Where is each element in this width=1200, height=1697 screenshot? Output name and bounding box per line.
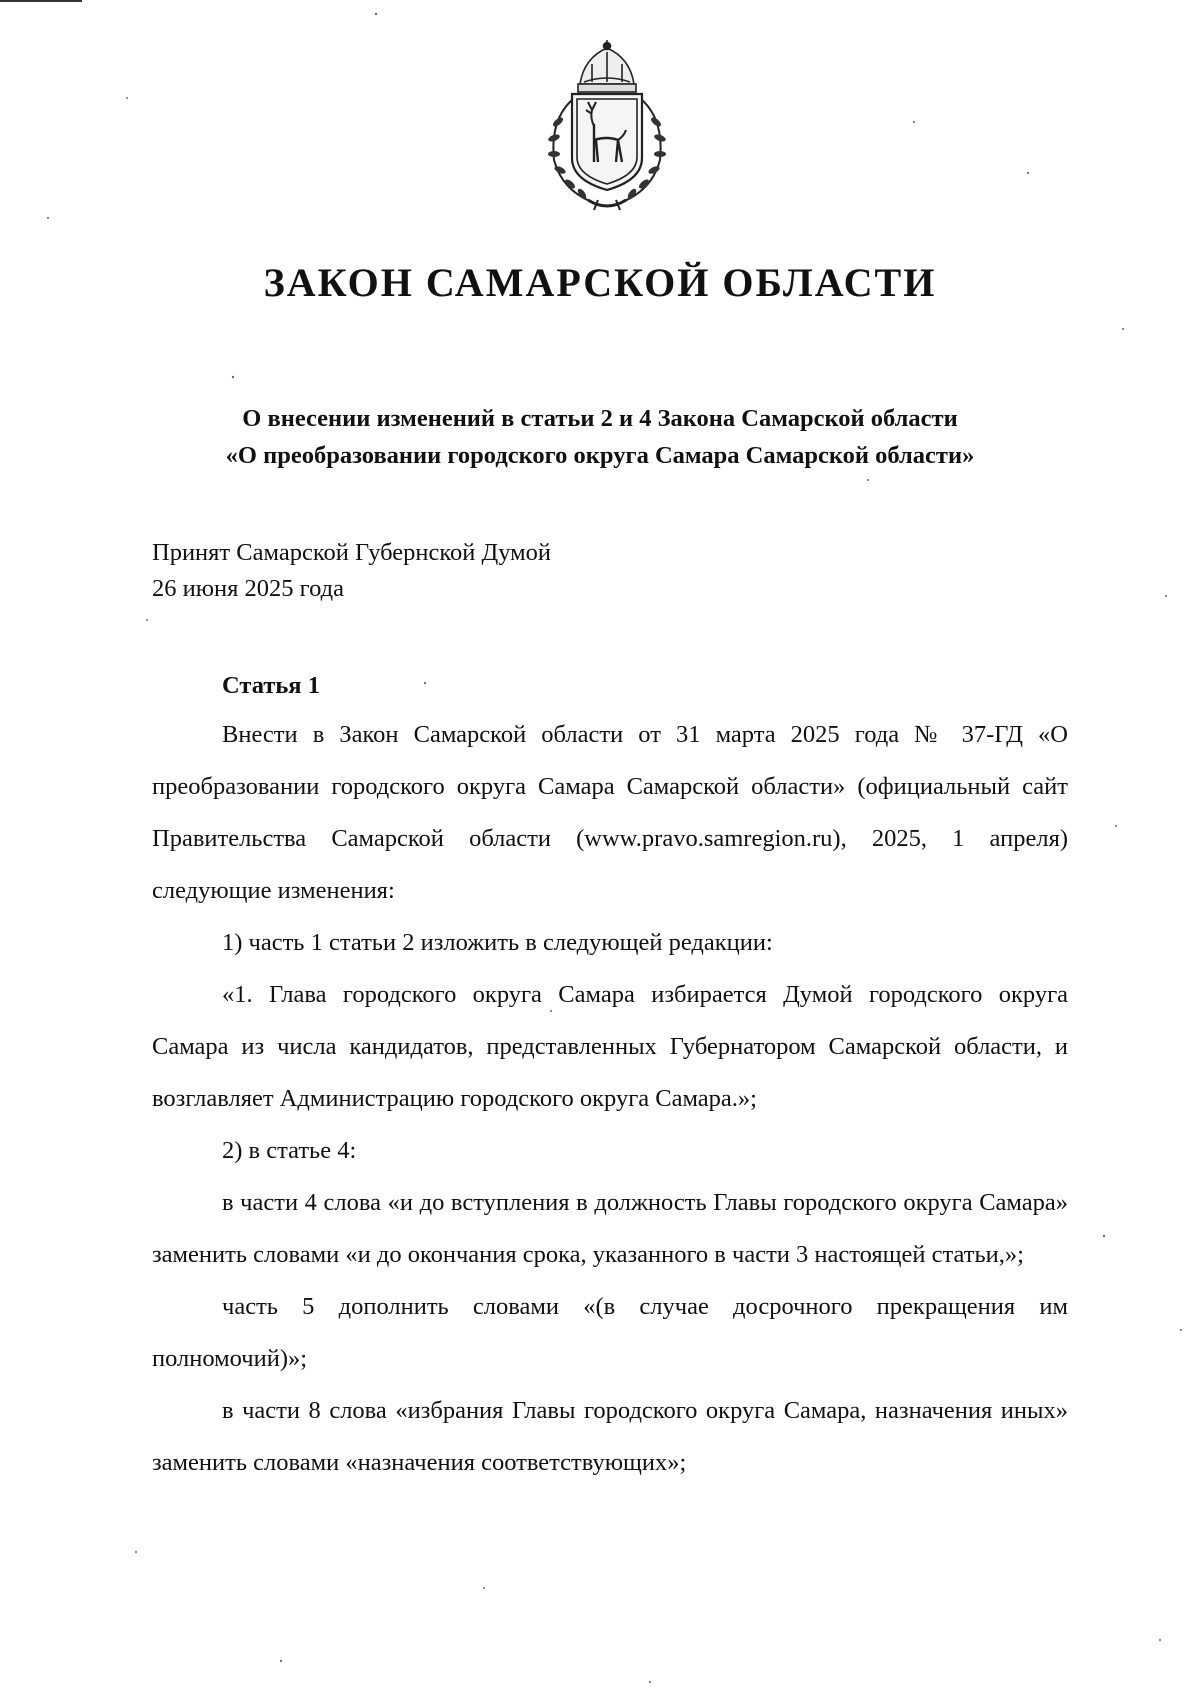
article-1 xyxy=(152,663,1068,1489)
article-paragraph: часть 5 дополнить словами «(в случае досрочного прекращения им полномочий)»; xyxy=(152,1293,1068,1372)
law-title: ЗАКОН САМАРСКОЙ ОБЛАСТИ xyxy=(263,260,937,305)
article-heading: Статья 1 xyxy=(222,672,320,699)
law-subject xyxy=(0,400,1200,474)
adoption-date: 26 июня 2025 года xyxy=(152,575,344,602)
adoption-note xyxy=(152,535,551,607)
law-subject-line-1: О внесении изменений в статьи 2 и 4 Закона Самарской области xyxy=(242,405,958,432)
article-paragraph: в части 8 слова «избрания Главы городского округа Самара, назначения иных» заменить словами «назначения соответствующих»; xyxy=(152,1397,1068,1476)
article-paragraph: Внести в Закон Самарской области от 31 марта 2025 года № 37-ГД «О преобразовании городского округа Самара Самарской области» (официальный сайт Правительства Самарской области (www.pravo.samregion.ru), 2025, 1 апреля) следующие изменения: xyxy=(152,721,1068,904)
scan-corner-mark xyxy=(0,0,82,2)
article-paragraph: «1. Глава городского округа Самара избирается Думой городского округа Самара из числа кандидатов, представленных Губернатором Самарской области, и возглавляет Администрацию городского округа Самара.»; xyxy=(152,981,1068,1112)
article-paragraph: 1) часть 1 статьи 2 изложить в следующей редакции: xyxy=(222,929,773,956)
coat-of-arms-icon xyxy=(532,40,682,212)
law-subject-line-2: «О преобразовании городского округа Самара Самарской области» xyxy=(225,442,975,469)
article-paragraph: 2) в статье 4: xyxy=(222,1137,357,1164)
adoption-body: Принят Самарской Губернской Думой xyxy=(152,539,552,566)
article-paragraph: в части 4 слова «и до вступления в должность Главы городского округа Самара» заменить словами «и до окончания срока, указанного в части 3 настоящей статьи,»; xyxy=(152,1189,1068,1268)
